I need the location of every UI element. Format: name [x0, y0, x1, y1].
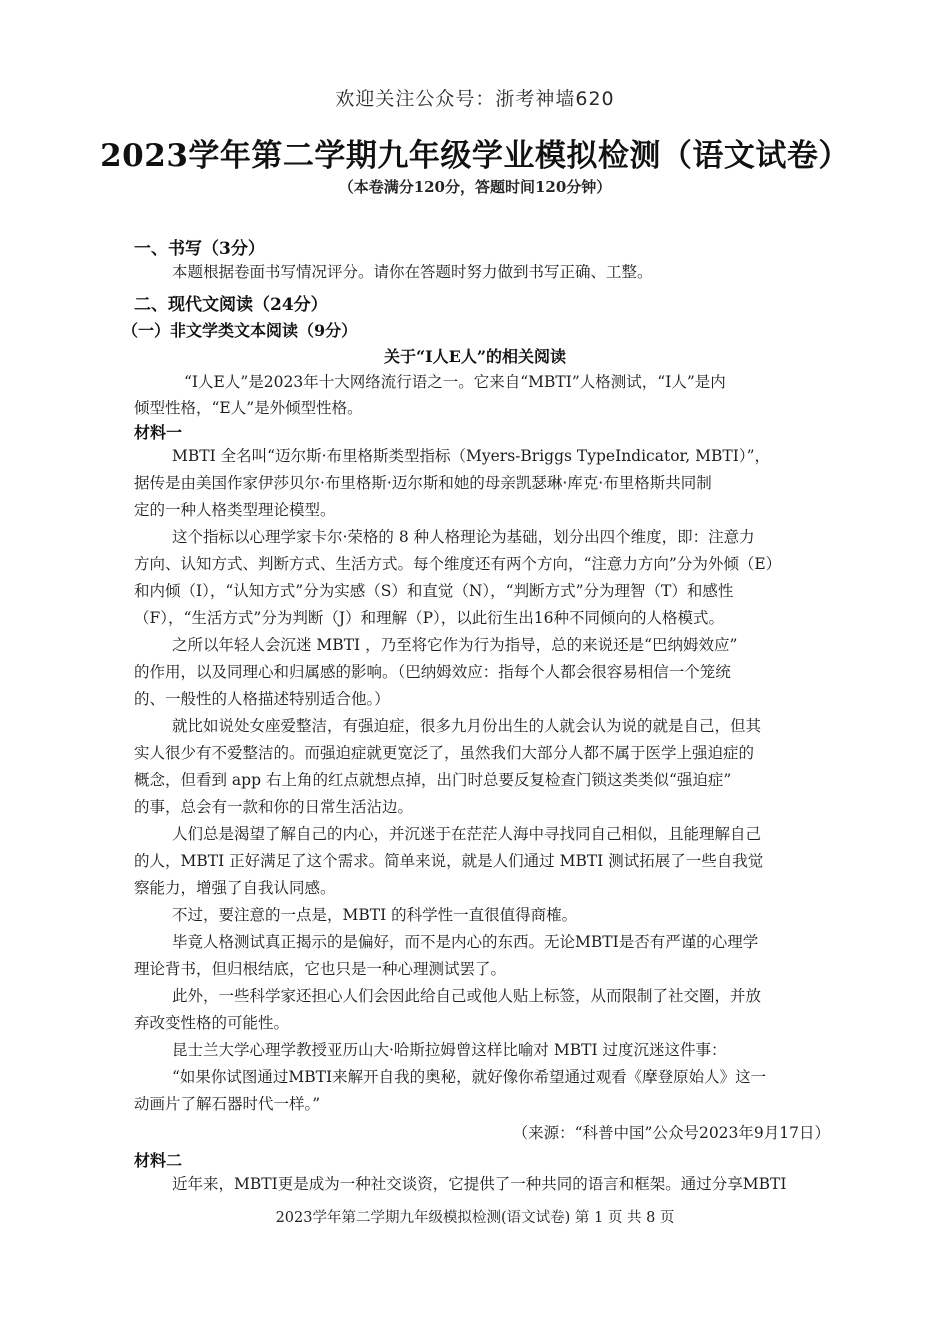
material1-line: 的作用，以及同理心和归属感的影响。（巴纳姆效应：指每个人都会很容易相信一个笼统 [134, 663, 731, 681]
exam-title: 2023学年第二学期九年级学业模拟检测（语文试卷） [100, 138, 850, 174]
material1-line: 的人，MBTI 正好满足了这个需求。简单来说，就是人们通过 MBTI 测试拓展了一些自我觉 [134, 852, 764, 870]
material1-line: 理论背书，但归根结底，它也只是一种心理测试罢了。 [134, 960, 507, 978]
intro-line: 倾型性格，“E人”是外倾型性格。 [134, 399, 363, 417]
watermark-text: 欢迎关注公众号：浙考神墙620 [335, 88, 615, 110]
section1-heading: 一、书写（3分） [134, 239, 265, 259]
section2-sub-heading: （一）非文学类文本阅读（9分） [122, 321, 358, 340]
material1-line: “如果你试图通过MBTI来解开自我的奥秘，就好像你希望通过观看《摩登原始人》这一 [172, 1068, 767, 1086]
material1-line: 方向、认知方式、判断方式、生活方式。每个维度还有两个方向，“注意力方向”分为外倾（E） [134, 555, 782, 573]
material1-line: 昆士兰大学心理学教授亚历山大·哈斯拉姆曾这样比喻对 MBTI 过度沉迷这件事： [172, 1041, 727, 1059]
material1-line: 和内倾（I），“认知方式”分为实感（S）和直觉（N），“判断方式”分为理智（T）和感性 [134, 582, 734, 600]
section1-text: 本题根据卷面书写情况评分。请你在答题时努力做到书写正确、工整。 [172, 263, 653, 281]
page-footer: 2023学年第二学期九年级模拟检测(语文试卷) 第 1 页 共 8 页 [275, 1210, 675, 1226]
material1-line: 就比如说处女座爱整洁，有强迫症，很多九月份出生的人就会认为说的就是自己，但其 [172, 717, 762, 735]
material1-line: 毕竟人格测试真正揭示的是偏好，而不是内心的东西。无论MBTI是否有严谨的心理学 [172, 933, 759, 951]
material1-label: 材料一 [134, 423, 183, 442]
material1-line: 的、一般性的人格描述特别适合他。） [134, 690, 390, 708]
material1-line: 概念，但看到 app 右上角的红点就想点掉，出门时总要反复检查门锁这类类似“强迫症” [134, 771, 732, 789]
material1-line: 察能力，增强了自我认同感。 [134, 879, 336, 897]
material1-line: 弃改变性格的可能性。 [134, 1014, 290, 1032]
material1-line: MBTI 全名叫“迈尔斯·布里格斯类型指标（Myers-Briggs TypeIndicator, MBTI）”， [172, 447, 771, 465]
material1-line: 之所以年轻人会沉迷 MBTI ，乃至将它作为行为指导，总的来说还是“巴纳姆效应” [172, 636, 738, 654]
material1-line: 人们总是渴望了解自己的内心，并沉迷于在茫茫人海中寻找同自己相似，且能理解自己 [172, 825, 762, 843]
section2-heading: 二、现代文阅读（24分） [134, 295, 328, 315]
material2-label: 材料二 [134, 1151, 183, 1170]
material1-line: 动画片了解石器时代一样。” [134, 1095, 321, 1113]
material1-line: （F），“生活方式”分为判断（J）和理解（P），以此衍生出16种不同倾向的人格模式。 [134, 609, 724, 627]
material1-line: 此外，一些科学家还担心人们会因此给自己或他人贴上标签，从而限制了社交圈，并放 [172, 987, 762, 1005]
material1-source: （来源：“科普中国”公众号2023年9月17日） [512, 1124, 830, 1142]
material1-line: 定的一种人格类型理论模型。 [134, 501, 336, 519]
material2-line: 近年来，MBTI更是成为一种社交谈资，它提供了一种共同的语言和框架。通过分享MBTI [172, 1175, 787, 1193]
material1-line: 实人很少有不爱整洁的。而强迫症就更宽泛了，虽然我们大部分人都不属于医学上强迫症的 [134, 744, 755, 762]
material1-line: 的事，总会有一款和你的日常生活沾边。 [134, 798, 414, 816]
exam-subtitle: （本卷满分120分，答题时间120分钟） [338, 178, 612, 196]
material1-line: 这个指标以心理学家卡尔·荣格的 8 种人格理论为基础，划分出四个维度，即：注意力 [172, 528, 755, 546]
material1-line: 据传是由美国作家伊莎贝尔·布里格斯·迈尔斯和她的母亲凯瑟琳·库克·布里格斯共同制 [134, 474, 712, 492]
intro-line: “I人E人”是2023年十大网络流行语之一。它来自“MBTI”人格测试，“I人”是内 [184, 373, 726, 391]
material1-line: 不过，要注意的一点是，MBTI 的科学性一直很值得商榷。 [172, 906, 578, 924]
reading-title: 关于“I人E人”的相关阅读 [383, 347, 567, 366]
